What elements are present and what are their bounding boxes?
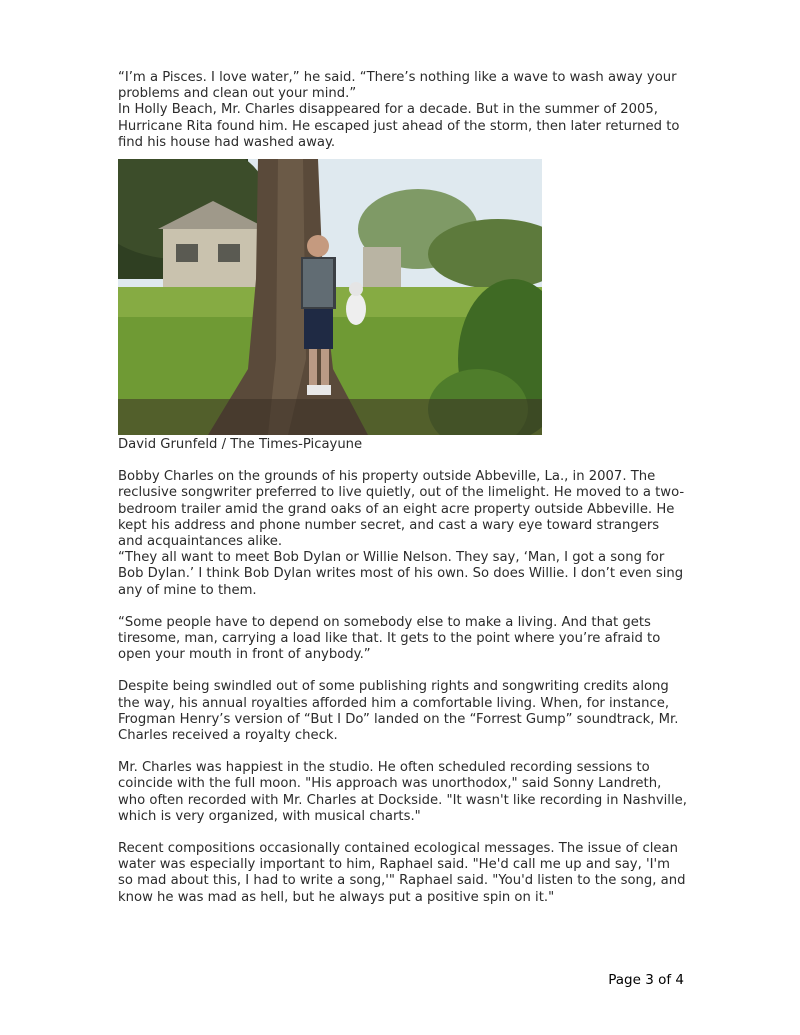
paragraph: Despite being swindled out of some publishing rights and songwriting credits along the way, his annual royalties afforded him a comfortable living. When, for instance, Frogman Henry’s version of “But I Do” landed on the “Forrest Gump” soundtrack, Mr. Charles received a royalty check. <box>118 679 679 744</box>
article-body <box>118 70 688 906</box>
spacer <box>118 453 688 469</box>
paragraph: “They all want to meet Bob Dylan or Willie Nelson. They say, ‘Man, I got a song for Bob Dylan.’ I think Bob Dylan writes most of his own. So does Willie. I don’t even sing any of mine to them. <box>118 550 684 598</box>
spacer <box>118 825 688 841</box>
spacer <box>118 744 688 760</box>
spacer <box>118 663 688 679</box>
paragraph: Bobby Charles on the grounds of his property outside Abbeville, La., in 2007. The reclusive songwriter preferred to live quietly, out of the limelight. He moved to a two-bedroom trailer amid the grand oaks of an eight acre property outside Abbeville. He kept his address and phone number secret, and cast a wary eye toward strangers and acquaintances alike. <box>118 469 685 550</box>
photo-credit: David Grunfeld / The Times-Picayune <box>118 437 363 453</box>
spacer <box>118 599 688 615</box>
photo-illustration <box>118 159 542 435</box>
paragraph: Mr. Charles was happiest in the studio. He often scheduled recording sessions to coincide with the full moon. "His approach was unorthodox," said Sonny Landreth, who often recorded with Mr. Charles at Dockside. "It wasn't like recording in Nashville, which is very organized, with musical charts." <box>118 760 687 824</box>
paragraph: “I’m a Pisces. I love water,” he said. “There’s nothing like a wave to wash away your problems and clean out your mind.” <box>118 70 677 102</box>
paragraph: “Some people have to depend on somebody else to make a living. And that gets tiresome, man, carrying a load like that. It gets to the point where you’re afraid to open your mouth in front of anybody.” <box>118 614 661 663</box>
paragraph: In Holly Beach, Mr. Charles disappeared for a decade. But in the summer of 2005, Hurricane Rita found him. He escaped just ahead of the storm, then later returned to find his house had washed away. <box>118 102 680 150</box>
article-photo <box>118 159 542 435</box>
page-number: Page 3 of 4 <box>608 972 684 988</box>
paragraph: Recent compositions occasionally contained ecological messages. The issue of clean water was especially important to him, Raphael said. "He'd call me up and say, 'I'm so mad about this, I had to write a song,'" Raphael said. "You'd listen to the song, and know he was mad as hell, but he always put a positive spin on it." <box>118 841 686 905</box>
